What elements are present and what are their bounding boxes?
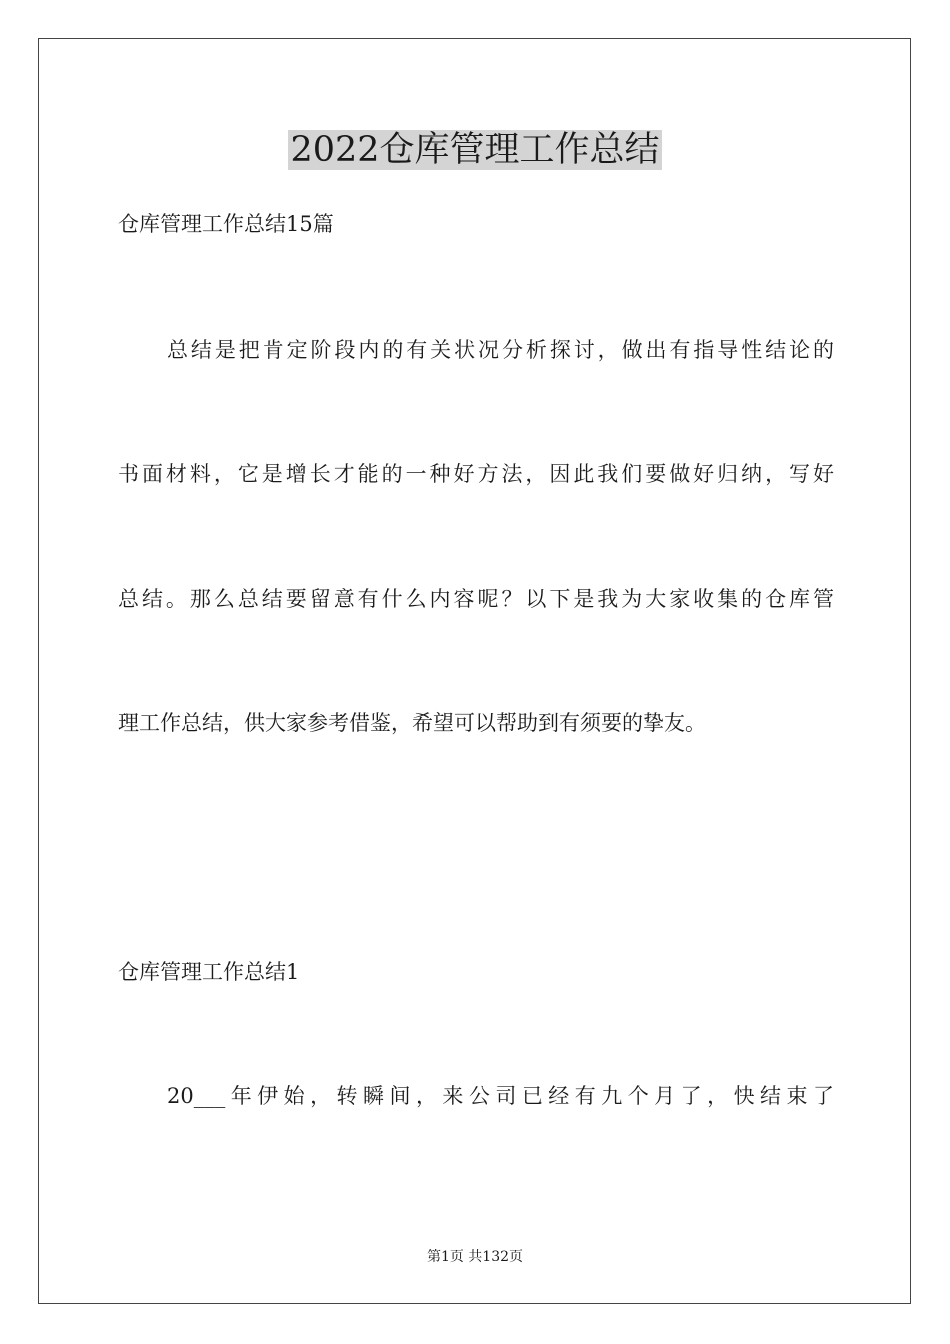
intro-line-2: 书面材料，它是增长才能的一种好方法，因此我们要做好归纳，写好 [118,462,834,486]
document-subtitle: 仓库管理工作总结15篇 [118,212,334,236]
intro-line-4: 理工作总结，供大家参考借鉴，希望可以帮助到有须要的挚友。 [118,711,706,735]
intro-line-1: 总结是把肯定阶段内的有关状况分析探讨，做出有指导性结论的 [167,338,834,362]
intro-line-3: 总结。那么总结要留意有什么内容呢？以下是我为大家收集的仓库管 [118,587,834,611]
section-heading: 仓库管理工作总结1 [118,960,300,984]
document-title [0,128,950,172]
page-number-footer: 第1页 共132页 [426,1249,524,1265]
section-first-line: 20___年伊始，转瞬间，来公司已经有九个月了，快结束了 [167,1084,834,1108]
document-title-text: 2022仓库管理工作总结 [290,130,660,170]
